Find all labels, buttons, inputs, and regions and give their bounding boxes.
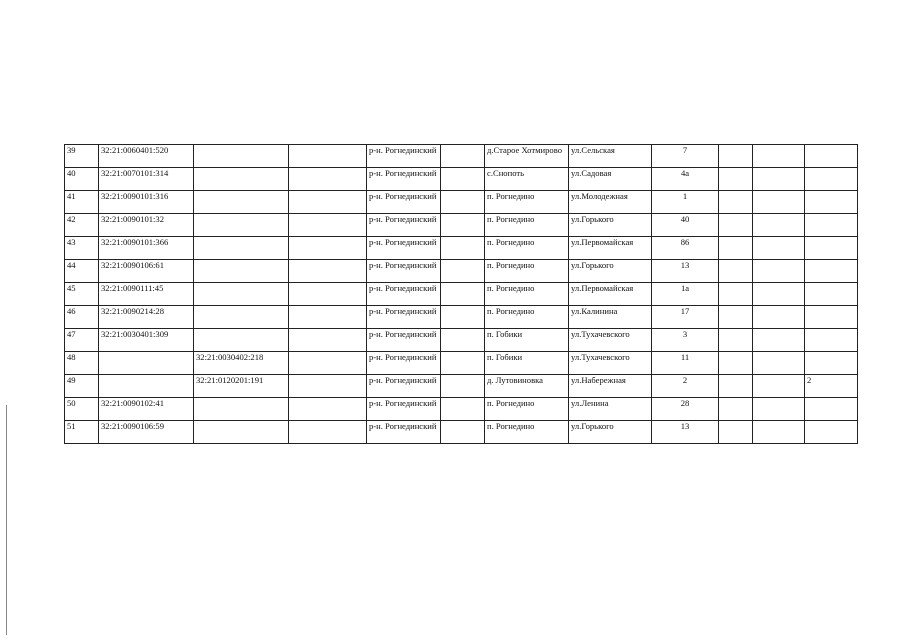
cell-empty-4 bbox=[289, 329, 367, 352]
cell-settlement: п. Рогнедино bbox=[485, 421, 569, 444]
registry-table-body bbox=[65, 145, 858, 444]
cell-street: ул.Ленина bbox=[569, 398, 652, 421]
cell-street: ул.Калинина bbox=[569, 306, 652, 329]
cell-house-number: 4а bbox=[652, 168, 719, 191]
cell-district: р-н. Рогнединский bbox=[367, 306, 441, 329]
cell-row-number: 45 bbox=[65, 283, 99, 306]
cell-empty-11 bbox=[753, 168, 805, 191]
cell-row-number: 49 bbox=[65, 375, 99, 398]
cell-cadastral-number-alt bbox=[194, 191, 289, 214]
cell-street: ул.Первомайская bbox=[569, 237, 652, 260]
cell-empty-6 bbox=[441, 283, 485, 306]
cell-empty-10 bbox=[719, 237, 753, 260]
cell-value-12 bbox=[805, 260, 858, 283]
cell-empty-10 bbox=[719, 214, 753, 237]
cell-empty-11 bbox=[753, 260, 805, 283]
cell-empty-4 bbox=[289, 421, 367, 444]
cell-settlement: п. Гобики bbox=[485, 352, 569, 375]
cell-cadastral-number: 32:21:0090101:366 bbox=[99, 237, 194, 260]
cell-empty-6 bbox=[441, 398, 485, 421]
cell-house-number: 1а bbox=[652, 283, 719, 306]
cell-district: р-н. Рогнединский bbox=[367, 329, 441, 352]
cell-street: ул.Набережная bbox=[569, 375, 652, 398]
table-row bbox=[65, 283, 858, 306]
cell-value-12 bbox=[805, 329, 858, 352]
cell-value-12 bbox=[805, 306, 858, 329]
cell-settlement: с.Снопоть bbox=[485, 168, 569, 191]
cell-row-number: 41 bbox=[65, 191, 99, 214]
cell-empty-6 bbox=[441, 375, 485, 398]
cell-value-12 bbox=[805, 421, 858, 444]
cell-empty-6 bbox=[441, 237, 485, 260]
cell-empty-11 bbox=[753, 352, 805, 375]
cell-empty-6 bbox=[441, 352, 485, 375]
cell-street: ул.Молодежная bbox=[569, 191, 652, 214]
cell-settlement: п. Рогнедино bbox=[485, 237, 569, 260]
registry-table bbox=[64, 144, 858, 444]
cell-house-number: 11 bbox=[652, 352, 719, 375]
cell-row-number: 50 bbox=[65, 398, 99, 421]
cell-empty-10 bbox=[719, 283, 753, 306]
cell-empty-11 bbox=[753, 421, 805, 444]
scan-edge-line bbox=[6, 405, 7, 635]
cell-value-12 bbox=[805, 168, 858, 191]
cell-row-number: 43 bbox=[65, 237, 99, 260]
cell-row-number: 48 bbox=[65, 352, 99, 375]
cell-row-number: 46 bbox=[65, 306, 99, 329]
cell-row-number: 42 bbox=[65, 214, 99, 237]
cell-street: ул.Первомайская bbox=[569, 283, 652, 306]
cell-cadastral-number-alt bbox=[194, 306, 289, 329]
cell-empty-10 bbox=[719, 145, 753, 168]
cell-cadastral-number: 32:21:0060401:520 bbox=[99, 145, 194, 168]
cell-settlement: п. Рогнедино bbox=[485, 306, 569, 329]
cell-empty-6 bbox=[441, 145, 485, 168]
cell-street: ул.Горького bbox=[569, 421, 652, 444]
cell-value-12 bbox=[805, 145, 858, 168]
cell-empty-10 bbox=[719, 168, 753, 191]
cell-cadastral-number: 32:21:0030401:309 bbox=[99, 329, 194, 352]
cell-street: ул.Тухачевского bbox=[569, 329, 652, 352]
cell-settlement: п. Рогнедино bbox=[485, 283, 569, 306]
cell-value-12 bbox=[805, 237, 858, 260]
cell-cadastral-number-alt bbox=[194, 145, 289, 168]
table-row bbox=[65, 191, 858, 214]
cell-row-number: 40 bbox=[65, 168, 99, 191]
cell-street: ул.Горького bbox=[569, 214, 652, 237]
cell-settlement: п. Рогнедино bbox=[485, 214, 569, 237]
cell-cadastral-number-alt bbox=[194, 168, 289, 191]
cell-cadastral-number-alt bbox=[194, 283, 289, 306]
cell-empty-6 bbox=[441, 214, 485, 237]
cell-empty-11 bbox=[753, 191, 805, 214]
cell-empty-4 bbox=[289, 306, 367, 329]
cell-cadastral-number bbox=[99, 352, 194, 375]
cell-house-number: 40 bbox=[652, 214, 719, 237]
table-row bbox=[65, 237, 858, 260]
cell-street: ул.Садовая bbox=[569, 168, 652, 191]
cell-empty-4 bbox=[289, 260, 367, 283]
cell-value-12 bbox=[805, 352, 858, 375]
cell-house-number: 2 bbox=[652, 375, 719, 398]
cell-district: р-н. Рогнединский bbox=[367, 421, 441, 444]
cell-empty-6 bbox=[441, 191, 485, 214]
cell-cadastral-number-alt: 32:21:0030402:218 bbox=[194, 352, 289, 375]
cell-empty-10 bbox=[719, 306, 753, 329]
cell-house-number: 3 bbox=[652, 329, 719, 352]
cell-empty-11 bbox=[753, 375, 805, 398]
cell-district: р-н. Рогнединский bbox=[367, 398, 441, 421]
cell-row-number: 47 bbox=[65, 329, 99, 352]
cell-street: ул.Горького bbox=[569, 260, 652, 283]
cell-district: р-н. Рогнединский bbox=[367, 191, 441, 214]
table-row bbox=[65, 375, 858, 398]
cell-cadastral-number: 32:21:0090111:45 bbox=[99, 283, 194, 306]
table-row bbox=[65, 145, 858, 168]
cell-settlement: п. Рогнедино bbox=[485, 398, 569, 421]
cell-empty-11 bbox=[753, 329, 805, 352]
cell-cadastral-number: 32:21:0090214:28 bbox=[99, 306, 194, 329]
cell-empty-6 bbox=[441, 306, 485, 329]
cell-settlement: п. Рогнедино bbox=[485, 191, 569, 214]
cell-cadastral-number-alt bbox=[194, 421, 289, 444]
cell-house-number: 7 bbox=[652, 145, 719, 168]
cell-house-number: 86 bbox=[652, 237, 719, 260]
cell-row-number: 39 bbox=[65, 145, 99, 168]
cell-empty-4 bbox=[289, 237, 367, 260]
cell-cadastral-number-alt bbox=[194, 237, 289, 260]
cell-cadastral-number-alt bbox=[194, 260, 289, 283]
cell-district: р-н. Рогнединский bbox=[367, 145, 441, 168]
table-row bbox=[65, 306, 858, 329]
cell-cadastral-number-alt bbox=[194, 329, 289, 352]
cell-street: ул.Сельская bbox=[569, 145, 652, 168]
cell-empty-11 bbox=[753, 214, 805, 237]
cell-empty-11 bbox=[753, 306, 805, 329]
cell-cadastral-number: 32:21:0090102:41 bbox=[99, 398, 194, 421]
cell-cadastral-number: 32:21:0090101:316 bbox=[99, 191, 194, 214]
cell-empty-4 bbox=[289, 191, 367, 214]
cell-empty-10 bbox=[719, 421, 753, 444]
cell-empty-10 bbox=[719, 398, 753, 421]
cell-empty-10 bbox=[719, 352, 753, 375]
table-row bbox=[65, 168, 858, 191]
cell-settlement: д.Старое Хотмирово bbox=[485, 145, 569, 168]
cell-street: ул.Тухачевского bbox=[569, 352, 652, 375]
cell-settlement: п. Рогнедино bbox=[485, 260, 569, 283]
cell-empty-4 bbox=[289, 168, 367, 191]
cell-empty-10 bbox=[719, 191, 753, 214]
cell-district: р-н. Рогнединский bbox=[367, 375, 441, 398]
cell-house-number: 13 bbox=[652, 260, 719, 283]
cell-empty-11 bbox=[753, 145, 805, 168]
cell-value-12 bbox=[805, 214, 858, 237]
cell-cadastral-number bbox=[99, 375, 194, 398]
cell-district: р-н. Рогнединский bbox=[367, 352, 441, 375]
table-row bbox=[65, 398, 858, 421]
table-row bbox=[65, 352, 858, 375]
cell-house-number: 28 bbox=[652, 398, 719, 421]
cell-empty-4 bbox=[289, 214, 367, 237]
cell-empty-4 bbox=[289, 145, 367, 168]
cell-cadastral-number: 32:21:0090101:32 bbox=[99, 214, 194, 237]
cell-empty-6 bbox=[441, 168, 485, 191]
cell-value-12 bbox=[805, 191, 858, 214]
cell-house-number: 17 bbox=[652, 306, 719, 329]
table-row bbox=[65, 329, 858, 352]
cell-empty-11 bbox=[753, 283, 805, 306]
cell-settlement: д. Лутовиновка bbox=[485, 375, 569, 398]
cell-empty-4 bbox=[289, 375, 367, 398]
cell-row-number: 51 bbox=[65, 421, 99, 444]
cell-district: р-н. Рогнединский bbox=[367, 214, 441, 237]
cell-empty-4 bbox=[289, 352, 367, 375]
cell-value-12 bbox=[805, 283, 858, 306]
cell-value-12: 2 bbox=[805, 375, 858, 398]
cell-house-number: 13 bbox=[652, 421, 719, 444]
cell-empty-11 bbox=[753, 398, 805, 421]
cell-district: р-н. Рогнединский bbox=[367, 237, 441, 260]
cell-empty-4 bbox=[289, 283, 367, 306]
table-row bbox=[65, 421, 858, 444]
cell-row-number: 44 bbox=[65, 260, 99, 283]
cell-cadastral-number: 32:21:0090106:59 bbox=[99, 421, 194, 444]
cell-empty-6 bbox=[441, 421, 485, 444]
cell-empty-10 bbox=[719, 329, 753, 352]
cell-district: р-н. Рогнединский bbox=[367, 260, 441, 283]
cell-cadastral-number: 32:21:0090106:61 bbox=[99, 260, 194, 283]
cell-house-number: 1 bbox=[652, 191, 719, 214]
cell-cadastral-number-alt: 32:21:0120201:191 bbox=[194, 375, 289, 398]
cell-cadastral-number-alt bbox=[194, 214, 289, 237]
cell-empty-11 bbox=[753, 237, 805, 260]
cell-value-12 bbox=[805, 398, 858, 421]
cell-district: р-н. Рогнединский bbox=[367, 168, 441, 191]
cell-empty-10 bbox=[719, 375, 753, 398]
cell-empty-10 bbox=[719, 260, 753, 283]
table-row bbox=[65, 260, 858, 283]
cell-empty-4 bbox=[289, 398, 367, 421]
cell-empty-6 bbox=[441, 329, 485, 352]
cell-empty-6 bbox=[441, 260, 485, 283]
cell-settlement: п. Гобики bbox=[485, 329, 569, 352]
cell-cadastral-number-alt bbox=[194, 398, 289, 421]
cell-cadastral-number: 32:21:0070101:314 bbox=[99, 168, 194, 191]
cell-district: р-н. Рогнединский bbox=[367, 283, 441, 306]
table-row bbox=[65, 214, 858, 237]
